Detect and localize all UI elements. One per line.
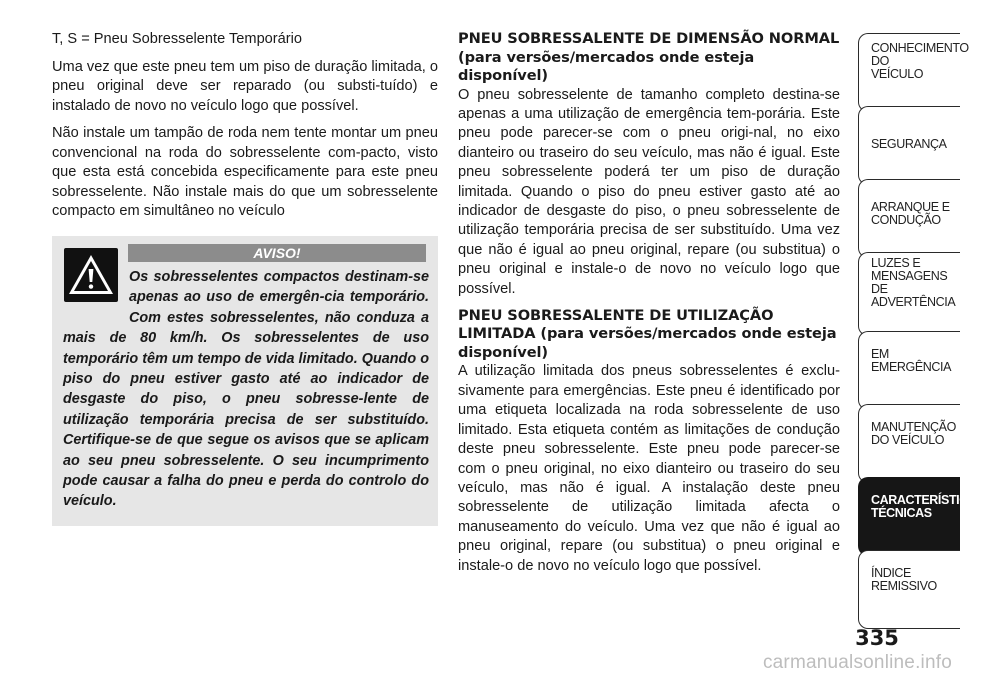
tab-label-line: DO — [871, 54, 889, 68]
left-paragraph-2: Não instale um tampão de roda nem tente montar um pneu convencional na roda do sobresselente com-pacto, visto que esta está concebida especificamente para este pneu sobresselente. Não instale mais do que um sobresselente compacto em simultâneo no veículo — [52, 125, 438, 219]
tab-label-line: DO VEÍCULO — [871, 433, 945, 447]
page-number: 335 — [855, 626, 899, 650]
tab-label-line: REMISSIVO — [871, 579, 937, 593]
tab-label-line: CONDUÇÃO — [871, 213, 941, 227]
tab-luzes-e-mensagens[interactable] — [858, 252, 960, 336]
warning-box — [52, 236, 438, 526]
tab-label-line: EMERGÊNCIA — [871, 360, 952, 374]
section-heading-full-size-spare: PNEU SOBRESSALENTE DE DIMENSÃO NORMAL (para versões/mercados onde esteja disponível) — [458, 30, 840, 84]
tab-label-line: CARACTERÍSTICAS — [871, 493, 984, 507]
warning-text-content: Os sobresselentes compactos destinam-se apenas ao uso de emergên-cia temporário. Com estes sobresselentes, não conduza a mais de 80 km/h. Os sobresselentes de uso temporário têm um tempo de vida limitado. Quando o piso do pneu estiver gasto até ao indicador de desgaste do piso, o pneu sobresse-lente de utilização temporária precisa de ser substituído. Certifique-se de que segue os avisos que se aplicam ao seu pneu sobresselente. O seu incumprimento pode causar a falha do pneu e perda do controlo do veículo. — [63, 269, 429, 510]
tab-label-line: MENSAGENS — [871, 269, 948, 283]
tab-arranque-e-conducao[interactable] — [858, 179, 960, 258]
tab-label-line: TÉCNICAS — [871, 506, 932, 520]
tab-label-line: LUZES E — [871, 256, 921, 270]
tab-indice-remissivo[interactable] — [858, 550, 960, 629]
watermark: carmanualsonline.info — [762, 652, 952, 673]
right-paragraph-2: A utilização limitada dos pneus sobresselentes é exclu-sivamente para emergências. Este pneu é identificado por uma etiqueta localizada na roda sobresselente de uso limitado. Esta etiqueta contém as limitações de condução deste pneu sobresselente. Este pneu pode parecer-se com o pneu original, no eixo dianteiro ou traseiro do seu veículo, mas não é igual. A instalação deste pneu sobresselente de utilização limitada afecta o manuseamento do veículo. Uma vez que não é igual ao pneu original, repare (ou substitua) o pneu original e instale-o de novo no veículo logo que possível. — [458, 363, 840, 574]
tab-label-line: VEÍCULO — [871, 67, 924, 81]
tab-seguranca[interactable] — [858, 106, 960, 185]
tab-label-line: SEGURANÇA — [871, 137, 947, 151]
tab-manutencao-do-veiculo[interactable] — [858, 404, 960, 483]
left-column — [52, 30, 438, 230]
tab-label-line: ARRANQUE E — [871, 200, 950, 214]
tab-caracteristicas-tecnicas[interactable] — [858, 477, 984, 556]
tab-label-line: EM — [871, 347, 889, 361]
tire-definition: T, S = Pneu Sobresselente Temporário — [52, 31, 302, 47]
tab-label-line: ADVERTÊNCIA — [871, 295, 956, 309]
tab-em-emergencia[interactable] — [858, 331, 960, 410]
tab-label-line: MANUTENÇÃO — [871, 420, 956, 434]
right-paragraph-1: O pneu sobresselente de tamanho completo destina-se apenas a uma utilização de emergência tem-porária. Este pneu pode parecer-se com o pneu origi-nal, no eixo dianteiro ou traseiro do seu veículo, mas não é igual. Este pneu sobresselente poderá ter um piso de duração limitada. Quando o piso do pneu estiver gasto até ao indicador de desgaste do piso, o pneu sobresselente de utilização temporária precisa de ser substituído. Uma vez que não é igual ao pneu original, repare (ou substitua) o pneu original e instale-o de novo no veículo logo que possível. — [458, 86, 840, 297]
left-paragraph-1: Uma vez que este pneu tem um piso de duração limitada, o pneu original deve ser reparado (ou substi-tuído) e instalado de novo no veículo logo que possível. — [52, 58, 438, 114]
warning-title: AVISO! — [128, 244, 426, 262]
tab-conhecimento-do-veiculo[interactable] — [858, 33, 969, 112]
chapter-tabs — [858, 0, 984, 678]
warning-text — [63, 267, 429, 512]
section-heading-limited-use-spare: PNEU SOBRESSALENTE DE UTILIZAÇÃO LIMITADA (para versões/mercados onde esteja disponível) — [458, 306, 837, 361]
right-column — [458, 30, 840, 584]
tab-label-line: ÍNDICE — [871, 566, 911, 580]
warning-icon-spacer — [63, 267, 129, 311]
tab-label-line: DE — [871, 282, 888, 296]
tab-label-line: CONHECIMENTO — [871, 41, 969, 55]
